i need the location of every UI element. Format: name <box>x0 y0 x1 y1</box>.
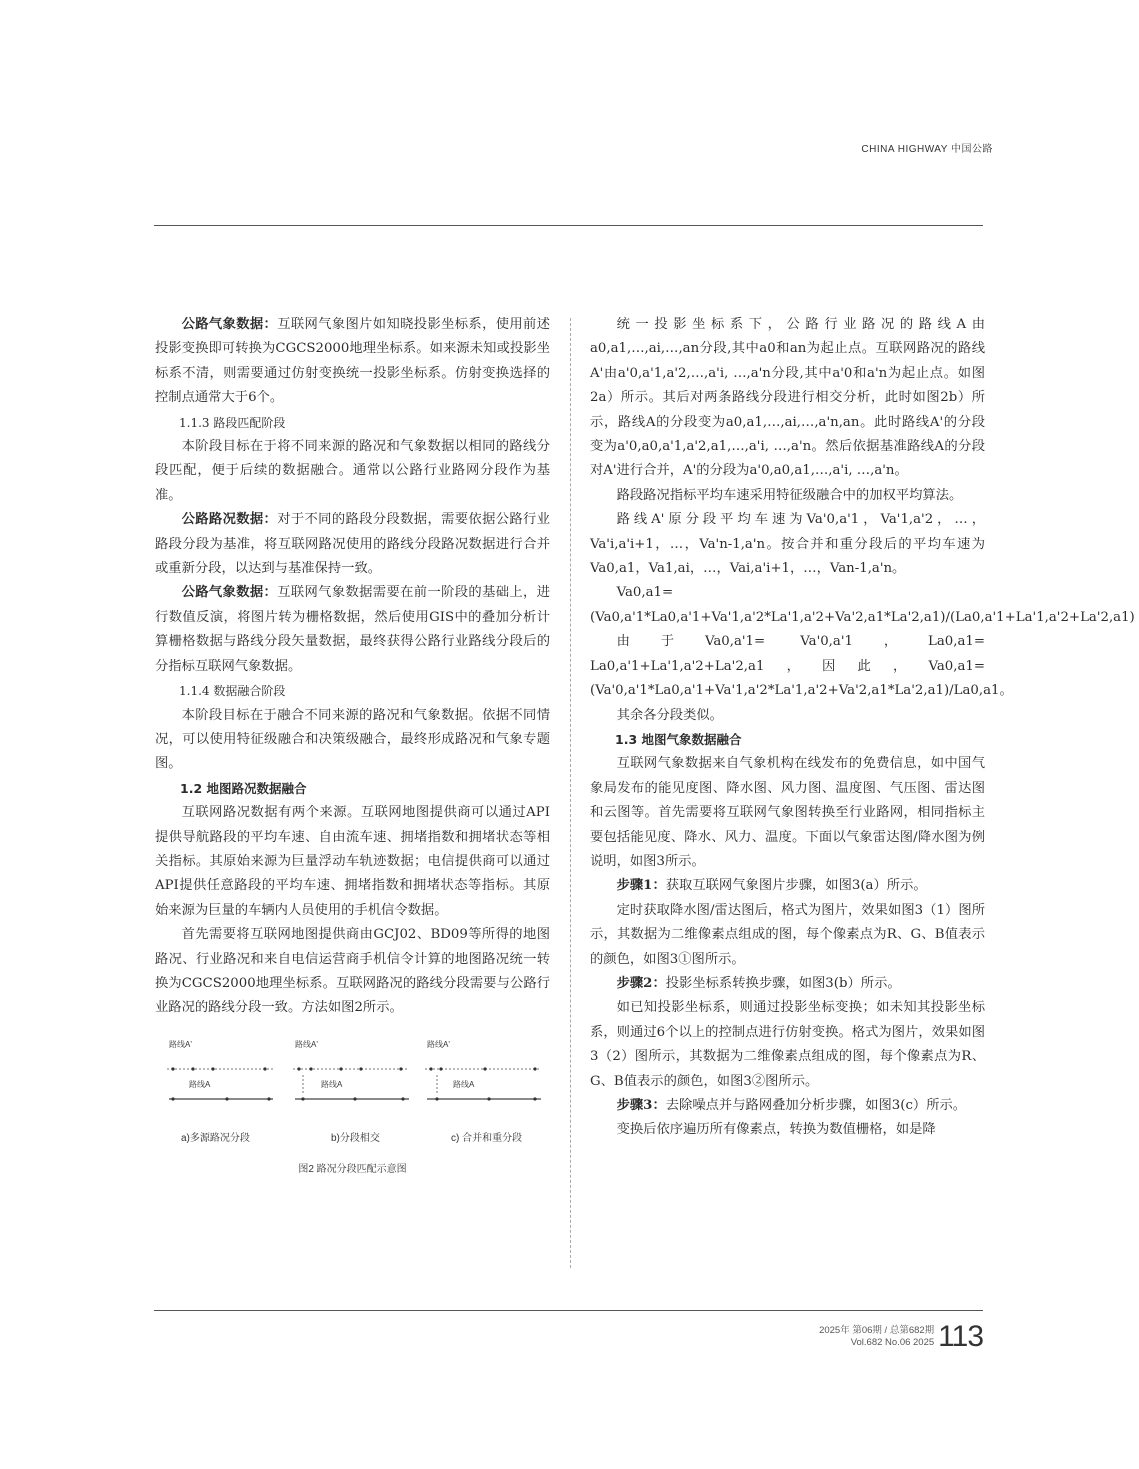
paragraph: 变换后依序遍历所有像素点，转换为数值栅格，如是降 <box>616 1122 936 1138</box>
node <box>487 1097 490 1100</box>
node <box>211 1067 214 1070</box>
node <box>225 1097 228 1100</box>
issue-cn: 2025年 第06期 / 总第682期 <box>819 1325 935 1336</box>
section-heading: 1.3 地图气象数据融合 <box>615 731 742 747</box>
paragraph-text: 互联网气象数据需要在前一阶段的基础上，进行数值反演，将图片转为栅格数据，然后使用GIS中的叠加分析计算栅格数据与路线分段矢量数据，最终获得公路行业路线分段后的分指标互联网气象数据。 <box>155 585 551 674</box>
keyword: 步骤2： <box>616 975 666 991</box>
issue-info <box>819 1325 934 1352</box>
paragraph-text: 投影坐标系转换步骤，如图3(b）所示。 <box>665 975 901 991</box>
column-divider <box>570 318 571 1268</box>
keyword: 步骤3： <box>616 1098 666 1113</box>
paragraph: 本阶段目标在于融合不同来源的路况和气象数据。依据不同情况，可以使用特征级融合和决策级融合，最终形成路况和气象专题图。 <box>155 707 550 772</box>
paragraph: 本阶段目标在于将不同来源的路况和气象数据以相同的路线分段匹配，便于后续的数据融合。通常以公路行业路网分段作为基准。 <box>155 439 550 503</box>
journal-header: CHINA HIGHWAY 中国公路 <box>861 144 993 155</box>
node <box>353 1097 356 1100</box>
route-a-label: 路线A <box>189 1079 211 1089</box>
node <box>359 1067 362 1070</box>
keyword: 公路路况数据： <box>181 512 278 528</box>
bottom-rule <box>154 1310 983 1311</box>
paragraph <box>155 508 550 581</box>
segment-diagram <box>155 1035 550 1125</box>
keyword: 公路气象数据： <box>181 585 278 601</box>
figure-caption: 图2 路况分段匹配示意图 <box>298 1163 407 1175</box>
node <box>297 1067 300 1070</box>
top-rule <box>154 225 983 226</box>
paragraph: 由于Va0,a'1= Va'0,a'1，La0,a1= La0,a'1+La'1,a'2+La'2,a1，因此，Va0,a1=(Va'0,a'1*La0,a'1+Va'1,a'2*La'1,a'2+Va'2,a1*La'2,a1)/La0,a1。 <box>590 634 1013 699</box>
subfigure-label-b: b)分段相交 <box>331 1132 380 1144</box>
node <box>301 1097 304 1100</box>
paragraph-text: 互联网气象图片如知晓投影坐标系，使用前述投影变换即可转换为CGCS2000地理坐标系。如来源未知或投影坐标系不清，则需要通过仿射变换统一投影坐标系。仿射变换选择的控制点通常大于6个。 <box>155 317 551 406</box>
subsection-heading: 1.1.4 数据融合阶段 <box>179 684 286 699</box>
route-a-label: 路线A <box>453 1079 475 1089</box>
paragraph: 如已知投影坐标系，则通过投影坐标变换；如未知其投影坐标系，则通过6个以上的控制点进行仿射变换。格式为图片，效果如图3（2）图所示，其数据为二维像素点组成的图，每个像素点为R、G、B值表示的颜色，如图3②图所示。 <box>590 1000 985 1089</box>
step-paragraph <box>590 972 985 996</box>
node <box>533 1097 536 1100</box>
route-a-label: 路线A <box>321 1079 343 1089</box>
right-column <box>590 313 1135 1143</box>
node <box>429 1067 432 1070</box>
paragraph <box>155 581 550 679</box>
step-paragraph <box>590 874 985 898</box>
node <box>191 1067 194 1070</box>
section-heading: 1.2 地图路况数据融合 <box>180 780 307 796</box>
route-a-prime-label: 路线A' <box>427 1039 450 1049</box>
subfigure-label-a: a)多源路况分段 <box>181 1132 250 1144</box>
node <box>401 1097 404 1100</box>
paragraph-text: 对于不同的路段分段数据，需要依据公路行业路段分段为基准，将互联网路况使用的路线分段路况数据进行合并或重新分段，以达到与基准保持一致。 <box>155 512 551 577</box>
paragraph: 互联网气象数据来自气象机构在线发布的免费信息，如中国气象局发布的能见度图、降水图、风力图、温度图、气压图、雷达图和云图等。首先需要将互联网气象图转换至行业路网，相同指标主要包括能见度、降水、风力、温度。下面以气象雷达图/降水图为例说明，如图3所示。 <box>590 756 985 869</box>
subfigure-label-c: c) 合并和重分段 <box>451 1132 523 1144</box>
figure-2 <box>155 1035 550 1173</box>
route-a-prime-label: 路线A' <box>169 1039 192 1049</box>
node <box>435 1097 438 1100</box>
keyword: 步骤1： <box>616 878 666 894</box>
subsection-heading: 1.1.3 路段匹配阶段 <box>179 415 286 430</box>
node <box>439 1067 442 1070</box>
step-paragraph <box>590 1094 985 1118</box>
node <box>171 1097 174 1100</box>
paragraph-text: 去除噪点并与路网叠加分析步骤，如图3(c）所示。 <box>665 1098 967 1113</box>
keyword: 公路气象数据： <box>181 317 278 332</box>
paragraph: 首先需要将互联网地图提供商由GCJ02、BD09等所得的地图路况、行业路况和来自电信运营商手机信令计算的地图路况统一转换为CGCS2000地理坐标系。互联网路况的路线分段需要与公路行业路况的路线分段一致。方法如图2所示。 <box>155 927 550 1016</box>
route-a-prime-label: 路线A' <box>295 1039 318 1049</box>
page-number: 113 <box>938 1320 983 1353</box>
paragraph: 互联网路况数据有两个来源。互联网地图提供商可以通过API提供导航路段的平均车速、自由流车速、拥堵指数和拥堵状态等相关指标。其原始来源为巨量浮动车轨迹数据；电信提供商可以通过API提供任意路段的平均车速、拥堵指数和拥堵状态等指标。其原始来源为巨量的车辆内人员使用的手机信令数据。 <box>155 805 550 918</box>
paragraph-text: 获取互联网气象图片步骤，如图3(a）所示。 <box>665 878 927 894</box>
node <box>399 1067 402 1070</box>
node <box>267 1097 270 1100</box>
paragraph: 路线A'原分段平均车速为Va'0,a'1，Va'1,a'2，…，Va'i,a'i+1，…，Va'n-1,a'n。按合并和重分段后的平均车速为Va0,a1，Va1,ai，…，Vai,a'i+1，…，Van-1,a'n。 <box>590 512 985 577</box>
node <box>171 1067 174 1070</box>
node <box>263 1067 266 1070</box>
paragraph: 统一投影坐标系下，公路行业路况的路线A由a0,a1,…,ai,…,an分段,其中a0和an为起止点。互联网路况的路线A'由a'0,a'1,a'2,…,a'i, …,a'n分段,其中a'0和a'n为起止点。如图2a）所示。其后对两条路线分段进行相交分析，此时如图2b）所示，路线A的分段变为a0,a1,…,ai,…,a'n,an。此时路线A'的分段变为a'0,a0,a'1,a'2,a1,…,a'i, …,a'n。然后依据基准路线A的分段对A'进行合并，A'的分段为a'0,a0,a1,…,a'i, …,a'n。 <box>590 317 985 479</box>
paragraph: 其余各分段类似。 <box>616 707 723 723</box>
left-column <box>155 313 550 1173</box>
node <box>339 1067 342 1070</box>
issue-en: Vol.682 No.06 2025 <box>850 1337 935 1348</box>
node <box>483 1067 486 1070</box>
paragraph <box>155 313 550 411</box>
formula: Va0,a1=(Va0,a'1*La0,a'1+Va'1,a'2*La'1,a'2+Va'2,a1*La'2,a1)/(La0,a'1+La'1,a'2+La'2,a1) <box>590 585 1135 625</box>
node <box>533 1067 536 1070</box>
paragraph: 定时获取降水图/雷达图后，格式为图片，效果如图3（1）图所示，其数据为二维像素点组成的图，每个像素点为R、G、B值表示的颜色，如图3①图所示。 <box>590 902 985 967</box>
page-footer <box>819 1322 983 1352</box>
node <box>309 1067 312 1070</box>
paragraph: 路段路况指标平均车速采用特征级融合中的加权平均算法。 <box>616 487 963 503</box>
